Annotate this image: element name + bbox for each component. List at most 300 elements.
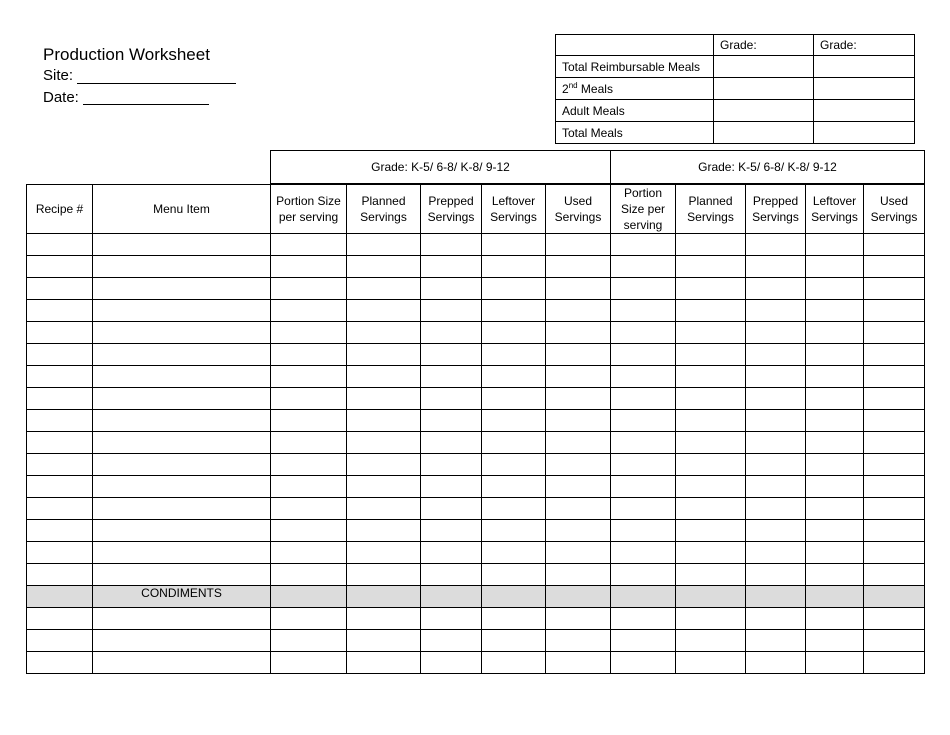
entry-cell[interactable] xyxy=(611,344,676,366)
entry-cell[interactable] xyxy=(676,498,746,520)
entry-cell[interactable] xyxy=(482,388,546,410)
table-row xyxy=(27,278,925,300)
entry-cell[interactable] xyxy=(546,322,611,344)
entry-cell[interactable] xyxy=(27,652,93,674)
entry-cell[interactable] xyxy=(806,586,864,608)
entry-cell[interactable] xyxy=(27,388,93,410)
entry-cell[interactable] xyxy=(421,498,482,520)
table-row xyxy=(27,498,925,520)
entry-cell[interactable] xyxy=(93,278,271,300)
entry-cell[interactable] xyxy=(864,366,925,388)
summary-entry-cell[interactable] xyxy=(814,100,915,122)
entry-cell[interactable] xyxy=(746,256,806,278)
entry-cell[interactable] xyxy=(746,300,806,322)
entry-cell[interactable] xyxy=(676,344,746,366)
entry-cell[interactable] xyxy=(746,608,806,630)
entry-cell[interactable] xyxy=(864,520,925,542)
entry-cell[interactable] xyxy=(347,388,421,410)
table-row xyxy=(27,476,925,498)
entry-cell[interactable] xyxy=(27,432,93,454)
summary-row xyxy=(556,100,915,122)
entry-cell[interactable] xyxy=(421,344,482,366)
entry-cell[interactable] xyxy=(482,586,546,608)
entry-cell[interactable] xyxy=(93,388,271,410)
summary-entry-cell[interactable] xyxy=(714,78,814,100)
column-header: Planned Servings xyxy=(347,185,421,234)
grade-group-header xyxy=(270,150,925,184)
entry-cell[interactable] xyxy=(271,410,347,432)
entry-cell[interactable] xyxy=(27,454,93,476)
entry-cell[interactable] xyxy=(746,344,806,366)
entry-cell[interactable] xyxy=(546,586,611,608)
summary-entry-cell[interactable] xyxy=(714,100,814,122)
entry-cell[interactable] xyxy=(93,454,271,476)
entry-cell[interactable] xyxy=(93,520,271,542)
entry-cell[interactable] xyxy=(421,454,482,476)
entry-cell[interactable] xyxy=(676,278,746,300)
summary-row-label: Adult Meals xyxy=(556,100,714,122)
entry-cell[interactable] xyxy=(611,498,676,520)
table-row xyxy=(27,542,925,564)
entry-cell[interactable] xyxy=(271,542,347,564)
entry-cell[interactable] xyxy=(864,322,925,344)
date-field[interactable] xyxy=(83,104,209,105)
entry-cell[interactable] xyxy=(347,520,421,542)
entry-cell[interactable] xyxy=(421,256,482,278)
entry-cell[interactable] xyxy=(421,564,482,586)
entry-cell[interactable] xyxy=(806,410,864,432)
summary-row-label: Total Reimbursable Meals xyxy=(556,56,714,78)
entry-cell[interactable] xyxy=(746,564,806,586)
entry-cell[interactable] xyxy=(271,256,347,278)
entry-cell[interactable] xyxy=(864,278,925,300)
entry-cell[interactable] xyxy=(806,278,864,300)
entry-cell[interactable] xyxy=(27,608,93,630)
entry-cell[interactable] xyxy=(27,256,93,278)
column-header: Prepped Servings xyxy=(421,185,482,234)
entry-cell[interactable] xyxy=(746,520,806,542)
table-row xyxy=(27,652,925,674)
entry-cell[interactable] xyxy=(864,586,925,608)
entry-cell[interactable] xyxy=(864,564,925,586)
entry-cell[interactable] xyxy=(421,476,482,498)
entry-cell[interactable] xyxy=(546,652,611,674)
entry-cell[interactable] xyxy=(676,520,746,542)
entry-cell[interactable] xyxy=(347,630,421,652)
table-row xyxy=(27,630,925,652)
entry-cell[interactable] xyxy=(482,322,546,344)
entry-cell[interactable] xyxy=(271,322,347,344)
table-row xyxy=(27,322,925,344)
entry-cell[interactable] xyxy=(611,608,676,630)
entry-cell[interactable] xyxy=(271,234,347,256)
entry-cell[interactable] xyxy=(93,652,271,674)
entry-cell[interactable] xyxy=(93,300,271,322)
entry-cell[interactable] xyxy=(482,608,546,630)
summary-corner-cell xyxy=(556,35,714,56)
entry-cell[interactable] xyxy=(482,498,546,520)
column-header: Portion Size per serving xyxy=(611,185,676,234)
entry-cell[interactable] xyxy=(676,608,746,630)
entry-cell[interactable] xyxy=(421,586,482,608)
entry-cell[interactable] xyxy=(27,322,93,344)
entry-cell[interactable] xyxy=(864,234,925,256)
summary-grade-header: Grade: xyxy=(814,35,915,56)
entry-cell[interactable] xyxy=(864,498,925,520)
entry-cell[interactable] xyxy=(482,366,546,388)
column-header: Recipe # xyxy=(27,185,93,234)
table-row xyxy=(27,432,925,454)
entry-cell[interactable] xyxy=(93,542,271,564)
column-header: Planned Servings xyxy=(676,185,746,234)
entry-cell[interactable] xyxy=(746,278,806,300)
entry-cell[interactable] xyxy=(421,388,482,410)
column-header: Menu Item xyxy=(93,185,271,234)
entry-cell[interactable] xyxy=(271,366,347,388)
entry-cell[interactable] xyxy=(27,410,93,432)
entry-cell[interactable] xyxy=(806,652,864,674)
entry-cell[interactable] xyxy=(93,476,271,498)
date-label: Date: xyxy=(43,89,79,106)
entry-cell[interactable] xyxy=(271,608,347,630)
entry-cell[interactable] xyxy=(93,366,271,388)
entry-cell[interactable] xyxy=(676,234,746,256)
entry-cell[interactable] xyxy=(27,630,93,652)
entry-cell[interactable] xyxy=(347,542,421,564)
summary-row xyxy=(556,78,915,100)
entry-cell[interactable] xyxy=(482,542,546,564)
entry-cell[interactable] xyxy=(746,498,806,520)
table-header-row xyxy=(27,185,925,234)
entry-cell[interactable] xyxy=(746,652,806,674)
column-header: Leftover Servings xyxy=(482,185,546,234)
entry-cell[interactable] xyxy=(864,630,925,652)
entry-cell[interactable] xyxy=(806,454,864,476)
entry-cell[interactable] xyxy=(271,454,347,476)
entry-cell[interactable] xyxy=(347,476,421,498)
entry-cell[interactable] xyxy=(347,256,421,278)
entry-cell[interactable] xyxy=(27,344,93,366)
entry-cell[interactable] xyxy=(93,410,271,432)
condiments-label: CONDIMENTS xyxy=(93,586,271,608)
entry-cell[interactable] xyxy=(746,322,806,344)
entry-cell[interactable] xyxy=(546,344,611,366)
entry-cell[interactable] xyxy=(546,256,611,278)
entry-cell[interactable] xyxy=(546,476,611,498)
column-header: Used Servings xyxy=(864,185,925,234)
entry-cell[interactable] xyxy=(864,454,925,476)
entry-cell[interactable] xyxy=(806,630,864,652)
entry-cell[interactable] xyxy=(611,454,676,476)
column-header: Used Servings xyxy=(546,185,611,234)
entry-cell[interactable] xyxy=(546,300,611,322)
entry-cell[interactable] xyxy=(676,476,746,498)
entry-cell[interactable] xyxy=(347,234,421,256)
entry-cell[interactable] xyxy=(676,322,746,344)
entry-cell[interactable] xyxy=(611,520,676,542)
entry-cell[interactable] xyxy=(482,630,546,652)
entry-cell[interactable] xyxy=(271,564,347,586)
entry-cell[interactable] xyxy=(611,630,676,652)
entry-cell[interactable] xyxy=(93,322,271,344)
entry-cell[interactable] xyxy=(27,300,93,322)
condiments-row xyxy=(27,586,925,608)
site-label: Site: xyxy=(43,67,74,84)
entry-cell[interactable] xyxy=(271,476,347,498)
entry-cell[interactable] xyxy=(864,410,925,432)
entry-cell[interactable] xyxy=(93,234,271,256)
entry-cell[interactable] xyxy=(27,520,93,542)
entry-cell[interactable] xyxy=(546,542,611,564)
entry-cell[interactable] xyxy=(864,300,925,322)
entry-cell[interactable] xyxy=(611,542,676,564)
entry-cell[interactable] xyxy=(746,432,806,454)
entry-cell[interactable] xyxy=(482,564,546,586)
entry-cell[interactable] xyxy=(611,476,676,498)
table-row xyxy=(27,366,925,388)
entry-cell[interactable] xyxy=(546,278,611,300)
entry-cell[interactable] xyxy=(93,344,271,366)
entry-cell[interactable] xyxy=(746,586,806,608)
entry-cell[interactable] xyxy=(746,388,806,410)
entry-cell[interactable] xyxy=(271,586,347,608)
entry-cell[interactable] xyxy=(421,366,482,388)
entry-cell[interactable] xyxy=(806,520,864,542)
entry-cell[interactable] xyxy=(864,652,925,674)
entry-cell[interactable] xyxy=(482,476,546,498)
entry-cell[interactable] xyxy=(421,322,482,344)
entry-cell[interactable] xyxy=(676,432,746,454)
entry-cell[interactable] xyxy=(611,322,676,344)
entry-cell[interactable] xyxy=(746,234,806,256)
column-header: Prepped Servings xyxy=(746,185,806,234)
summary-entry-cell[interactable] xyxy=(814,78,915,100)
entry-cell[interactable] xyxy=(611,652,676,674)
entry-cell[interactable] xyxy=(421,278,482,300)
entry-cell[interactable] xyxy=(676,454,746,476)
entry-cell[interactable] xyxy=(482,344,546,366)
entry-cell[interactable] xyxy=(546,608,611,630)
table-row xyxy=(27,564,925,586)
table-row xyxy=(27,234,925,256)
entry-cell[interactable] xyxy=(611,234,676,256)
entry-cell[interactable] xyxy=(806,322,864,344)
entry-cell[interactable] xyxy=(421,432,482,454)
entry-cell[interactable] xyxy=(676,542,746,564)
summary-entry-cell[interactable] xyxy=(814,56,915,78)
entry-cell[interactable] xyxy=(806,498,864,520)
entry-cell[interactable] xyxy=(93,432,271,454)
entry-cell[interactable] xyxy=(611,278,676,300)
entry-cell[interactable] xyxy=(347,344,421,366)
entry-cell[interactable] xyxy=(746,630,806,652)
entry-cell[interactable] xyxy=(611,432,676,454)
entry-cell[interactable] xyxy=(676,586,746,608)
entry-cell[interactable] xyxy=(27,278,93,300)
entry-cell[interactable] xyxy=(271,344,347,366)
entry-cell[interactable] xyxy=(347,608,421,630)
entry-cell[interactable] xyxy=(482,278,546,300)
entry-cell[interactable] xyxy=(482,234,546,256)
entry-cell[interactable] xyxy=(864,608,925,630)
table-row xyxy=(27,256,925,278)
entry-cell[interactable] xyxy=(421,234,482,256)
entry-cell[interactable] xyxy=(421,652,482,674)
entry-cell[interactable] xyxy=(806,542,864,564)
entry-cell[interactable] xyxy=(746,454,806,476)
entry-cell[interactable] xyxy=(546,630,611,652)
entry-cell[interactable] xyxy=(482,300,546,322)
entry-cell[interactable] xyxy=(482,454,546,476)
entry-cell[interactable] xyxy=(347,498,421,520)
entry-cell[interactable] xyxy=(347,366,421,388)
entry-cell[interactable] xyxy=(864,476,925,498)
production-table xyxy=(26,184,925,674)
entry-cell[interactable] xyxy=(27,498,93,520)
entry-cell[interactable] xyxy=(271,520,347,542)
entry-cell[interactable] xyxy=(746,366,806,388)
entry-cell[interactable] xyxy=(806,300,864,322)
entry-cell[interactable] xyxy=(546,410,611,432)
entry-cell[interactable] xyxy=(611,410,676,432)
entry-cell[interactable] xyxy=(676,630,746,652)
entry-cell[interactable] xyxy=(93,630,271,652)
entry-cell[interactable] xyxy=(546,564,611,586)
entry-cell[interactable] xyxy=(546,234,611,256)
entry-cell[interactable] xyxy=(271,388,347,410)
summary-row xyxy=(556,56,915,78)
entry-cell[interactable] xyxy=(806,432,864,454)
entry-cell[interactable] xyxy=(347,322,421,344)
table-row xyxy=(27,454,925,476)
column-header: Portion Size per serving xyxy=(271,185,347,234)
entry-cell[interactable] xyxy=(347,410,421,432)
entry-cell[interactable] xyxy=(482,256,546,278)
entry-cell[interactable] xyxy=(676,366,746,388)
entry-cell[interactable] xyxy=(482,410,546,432)
worksheet-title: Production Worksheet xyxy=(43,45,210,64)
entry-cell[interactable] xyxy=(271,652,347,674)
table-row xyxy=(27,608,925,630)
entry-cell[interactable] xyxy=(864,344,925,366)
summary-row-label: Total Meals xyxy=(556,122,714,144)
summary-header-row xyxy=(556,35,915,56)
entry-cell[interactable] xyxy=(27,586,93,608)
entry-cell[interactable] xyxy=(546,454,611,476)
entry-cell[interactable] xyxy=(546,432,611,454)
entry-cell[interactable] xyxy=(347,564,421,586)
grade-group-label: Grade: K-5/ 6-8/ K-8/ 9-12 xyxy=(271,151,611,184)
entry-cell[interactable] xyxy=(806,234,864,256)
entry-cell[interactable] xyxy=(611,586,676,608)
entry-cell[interactable] xyxy=(676,564,746,586)
entry-cell[interactable] xyxy=(347,586,421,608)
entry-cell[interactable] xyxy=(864,388,925,410)
entry-cell[interactable] xyxy=(347,454,421,476)
site-field[interactable] xyxy=(77,83,236,84)
entry-cell[interactable] xyxy=(676,410,746,432)
entry-cell[interactable] xyxy=(27,542,93,564)
summary-grade-header: Grade: xyxy=(714,35,814,56)
entry-cell[interactable] xyxy=(271,300,347,322)
entry-cell[interactable] xyxy=(93,498,271,520)
entry-cell[interactable] xyxy=(421,410,482,432)
summary-entry-cell[interactable] xyxy=(814,122,915,144)
table-row xyxy=(27,344,925,366)
entry-cell[interactable] xyxy=(347,652,421,674)
entry-cell[interactable] xyxy=(93,564,271,586)
summary-entry-cell[interactable] xyxy=(714,56,814,78)
entry-cell[interactable] xyxy=(806,476,864,498)
entry-cell[interactable] xyxy=(27,366,93,388)
entry-cell[interactable] xyxy=(482,520,546,542)
entry-cell[interactable] xyxy=(611,300,676,322)
entry-cell[interactable] xyxy=(27,234,93,256)
entry-cell[interactable] xyxy=(676,300,746,322)
entry-cell[interactable] xyxy=(347,432,421,454)
entry-cell[interactable] xyxy=(546,498,611,520)
entry-cell[interactable] xyxy=(421,520,482,542)
entry-cell[interactable] xyxy=(421,630,482,652)
entry-cell[interactable] xyxy=(546,388,611,410)
entry-cell[interactable] xyxy=(347,278,421,300)
entry-cell[interactable] xyxy=(482,652,546,674)
table-row xyxy=(27,388,925,410)
entry-cell[interactable] xyxy=(27,476,93,498)
entry-cell[interactable] xyxy=(421,542,482,564)
entry-cell[interactable] xyxy=(806,344,864,366)
entry-cell[interactable] xyxy=(611,564,676,586)
entry-cell[interactable] xyxy=(806,388,864,410)
summary-row-label: 2nd Meals xyxy=(556,78,714,100)
entry-cell[interactable] xyxy=(864,432,925,454)
entry-cell[interactable] xyxy=(347,300,421,322)
summary-entry-cell[interactable] xyxy=(714,122,814,144)
entry-cell[interactable] xyxy=(806,608,864,630)
summary-row xyxy=(556,122,915,144)
entry-cell[interactable] xyxy=(546,520,611,542)
entry-cell[interactable] xyxy=(271,498,347,520)
entry-cell[interactable] xyxy=(611,256,676,278)
entry-cell[interactable] xyxy=(482,432,546,454)
entry-cell[interactable] xyxy=(676,652,746,674)
entry-cell[interactable] xyxy=(676,388,746,410)
entry-cell[interactable] xyxy=(271,432,347,454)
entry-cell[interactable] xyxy=(546,366,611,388)
entry-cell[interactable] xyxy=(746,476,806,498)
entry-cell[interactable] xyxy=(27,564,93,586)
entry-cell[interactable] xyxy=(271,630,347,652)
entry-cell[interactable] xyxy=(93,608,271,630)
entry-cell[interactable] xyxy=(93,256,271,278)
entry-cell[interactable] xyxy=(271,278,347,300)
entry-cell[interactable] xyxy=(806,256,864,278)
entry-cell[interactable] xyxy=(611,366,676,388)
entry-cell[interactable] xyxy=(421,300,482,322)
table-row xyxy=(27,520,925,542)
entry-cell[interactable] xyxy=(806,366,864,388)
entry-cell[interactable] xyxy=(746,542,806,564)
table-row xyxy=(27,410,925,432)
entry-cell[interactable] xyxy=(676,256,746,278)
entry-cell[interactable] xyxy=(864,542,925,564)
entry-cell[interactable] xyxy=(746,410,806,432)
grade-group-label: Grade: K-5/ 6-8/ K-8/ 9-12 xyxy=(611,151,925,184)
entry-cell[interactable] xyxy=(611,388,676,410)
entry-cell[interactable] xyxy=(806,564,864,586)
entry-cell[interactable] xyxy=(864,256,925,278)
entry-cell[interactable] xyxy=(421,608,482,630)
